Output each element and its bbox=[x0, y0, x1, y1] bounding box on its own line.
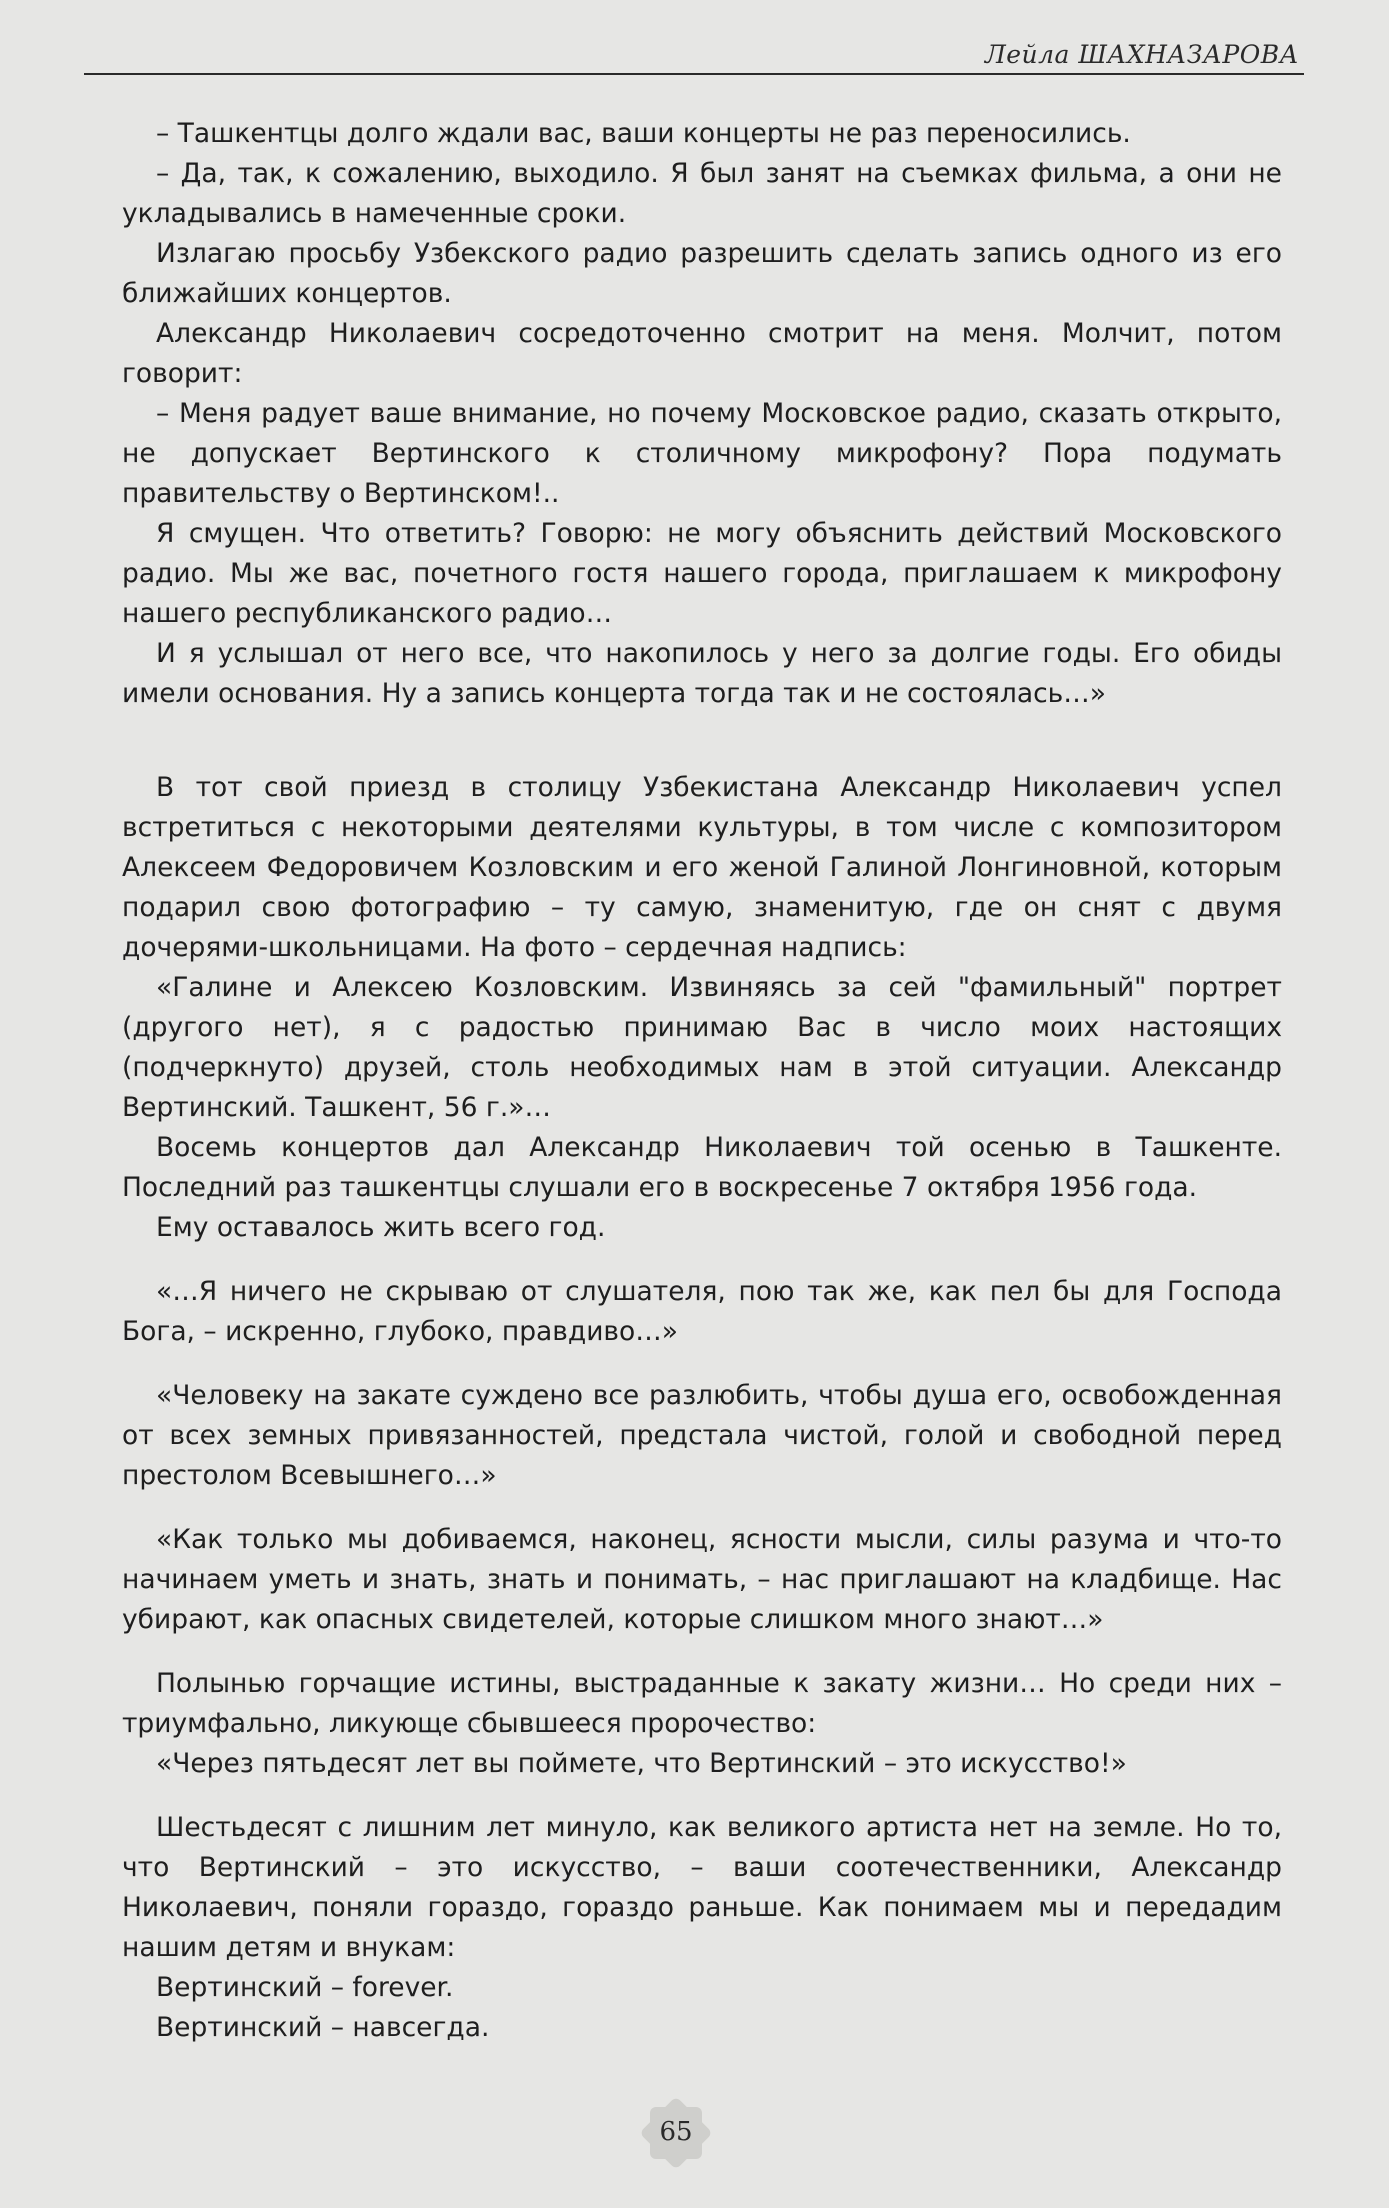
paragraph: – Ташкентцы долго ждали вас, ваши концерты не раз переносились. bbox=[156, 118, 1131, 149]
running-head: Лейла ШАХНАЗАРОВА bbox=[984, 40, 1299, 69]
quote-paragraph: «…Я ничего не скрываю от слушателя, пою так же, как пел бы для Господа Бога, – искренно, глубоко, правдиво…» bbox=[122, 1276, 1282, 1347]
section-gap bbox=[122, 1248, 1282, 1272]
paragraph: В тот свой приезд в столицу Узбекистана Александр Николаевич успел встретиться с некоторыми деятелями культуры, в том числе с композитором Алексеем Федоровичем Козловским и его женой Галиной Лонгиновной, которым подарил свою фотографию – ту самую, знаменитую, где он снят с двумя дочерями-школьницами. На фото – сердечная надпись: bbox=[122, 772, 1282, 963]
quote-paragraph: «Как только мы добиваемся, наконец, ясности мысли, силы разума и что-то начинаем уметь и знать, знать и понимать, – нас приглашают на кладбище. Нас убирают, как опасных свидетелей, которые слишком много знают…» bbox=[122, 1524, 1282, 1635]
paragraph: Я смущен. Что ответить? Говорю: не могу объяснить действий Московского радио. Мы же вас, почетного гостя нашего города, приглашаем к микрофону нашего республиканского радио… bbox=[122, 518, 1282, 629]
paragraph: Ему оставалось жить всего год. bbox=[156, 1212, 606, 1243]
section-gap bbox=[122, 1352, 1282, 1376]
paragraph: – Меня радует ваше внимание, но почему Московское радио, сказать открыто, не допускает Вертинского к столичному микрофону? Пора подумать правительству о Вертинском!.. bbox=[122, 398, 1282, 509]
paragraph: Полынью горчащие истины, выстраданные к закату жизни… Но среди них – триумфально, ликующе сбывшееся пророчество: bbox=[122, 1668, 1282, 1739]
section-gap bbox=[122, 1784, 1282, 1808]
paragraph: – Да, так, к сожалению, выходило. Я был занят на съемках фильма, а они не укладывались в намеченные сроки. bbox=[122, 158, 1282, 229]
section-gap bbox=[122, 714, 1282, 768]
header-rule bbox=[84, 73, 1304, 75]
paragraph: И я услышал от него все, что накопилось у него за долгие годы. Его обиды имели основания. Ну а запись концерта тогда так и не состоялась…» bbox=[122, 638, 1282, 709]
quote-paragraph: «Галине и Алексею Козловским. Извиняясь за сей "фамильный" портрет (другого нет), я с радостью принимаю Вас в число моих настоящих (подчеркнуто) друзей, столь необходимых нам в этой ситуации. Александр Вертинский. Ташкент, 56 г.»… bbox=[122, 972, 1282, 1123]
paragraph: Восемь концертов дал Александр Николаевич той осенью в Ташкенте. Последний раз ташкентцы слушали его в воскресенье 7 октября 1956 года. bbox=[122, 1132, 1282, 1203]
paragraph: Вертинский – forever. bbox=[156, 1972, 454, 2003]
quote-paragraph: «Человеку на закате суждено все разлюбить, чтобы душа его, освобожденная от всех земных привязанностей, предстала чистой, голой и свободной перед престолом Всевышнего…» bbox=[122, 1380, 1282, 1491]
paragraph: Шестьдесят с лишним лет минуло, как великого артиста нет на земле. Но то, что Вертинский – это искусство, – ваши соотечественники, Александр Николаевич, поняли гораздо, гораздо раньше. Как понимаем мы и передадим нашим детям и внукам: bbox=[122, 1812, 1282, 1963]
quote-paragraph: «Через пятьдесят лет вы поймете, что Вертинский – это искусство!» bbox=[156, 1748, 1127, 1779]
paragraph: Излагаю просьбу Узбекского радио разрешить сделать запись одного из его ближайших концертов. bbox=[122, 238, 1282, 309]
section-gap bbox=[122, 1640, 1282, 1664]
body-text bbox=[122, 114, 1282, 2048]
page-number: 65 bbox=[659, 2117, 693, 2147]
paragraph: Александр Николаевич сосредоточенно смотрит на меня. Молчит, потом говорит: bbox=[122, 318, 1282, 389]
paragraph: Вертинский – навсегда. bbox=[156, 2012, 490, 2043]
section-gap bbox=[122, 1496, 1282, 1520]
page-number-badge bbox=[638, 2095, 714, 2171]
